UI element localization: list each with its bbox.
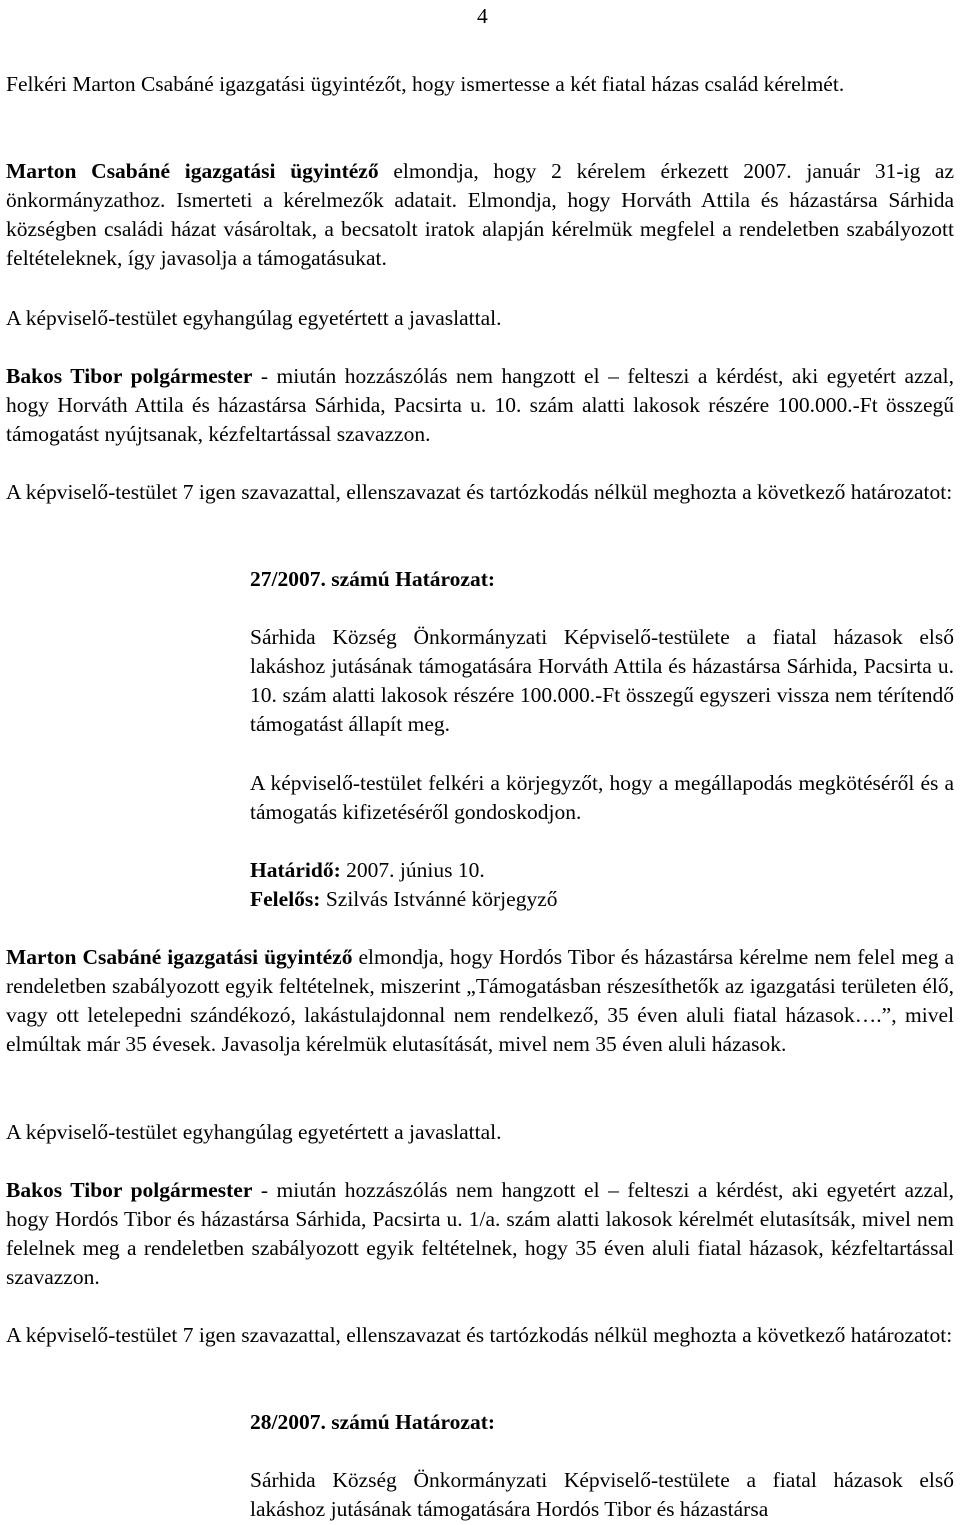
resolution-body-second: Sárhida Község Önkormányzati Képviselő-testülete a fiatal házasok első lakáshoz jutásának támogatására Hordós Tibor és házastársa — [250, 1468, 954, 1521]
resolution-body: Sárhida Község Önkormányzati Képviselő-testülete a fiatal házasok első lakáshoz jutásának támogatására Horváth Attila és házastársa Sárhida, Pacsirta u. 10. szám alatti lakosok részére 100.000.-Ft összegű egyszeri vissza nem térítendő támogatást állapít meg. — [250, 625, 954, 736]
resolution-instruction: A képviselő-testület felkéri a körjegyzőt, hogy a megállapodás megkötéséről és a támogatás kifizetéséről gondoskodjon. — [250, 771, 954, 824]
responsible-label: Felelős: — [250, 887, 321, 911]
paragraph-vote-result — [6, 478, 954, 507]
resolution-title: 27/2007. számú Határozat: — [250, 567, 496, 591]
paragraph-text: elmondja, hogy Hordós Tibor és házastársa kérelme nem felel meg a rendeletben szabályozott egyik feltételnek, miszerint „Támogatásban részesíthetők az igazgatási területen élő, vagy ott letelepedni szándékozó, lakástulajdonnal nem rendelkező, 35 éven aluli fiatal házasok….”, mivel elmúltak már 35 évesek. Javasolja kérelmük elutasítását, mivel nem 35 éven aluli házasok. — [6, 945, 954, 1056]
paragraph-intro — [6, 70, 954, 99]
paragraph-text: - miután hozzászólás nem hangzott el – felteszi a kérdést, aki egyetért azzal, hogy Hordós Tibor és házastársa Sárhida, Pacsirta u. 1/a. szám alatti lakosok kérelmét elutasítsák, mivel nem felelnek meg a rendeletben szabályozott egyik feltételnek, hogy 35 éven aluli fiatal házasok, kézfeltartással szavazzon. — [6, 1178, 954, 1289]
paragraph-mayor-question — [6, 362, 954, 449]
speaker-name: Marton Csabáné igazgatási ügyintéző — [6, 159, 379, 183]
paragraph-text: Felkéri Marton Csabáné igazgatási ügyintézőt, hogy ismertesse a két fiatal házas család kérelmét. — [6, 72, 845, 96]
paragraph-clerk-second-report — [6, 943, 954, 1059]
speaker-name: Marton Csabáné igazgatási ügyintéző — [6, 945, 353, 969]
paragraph-vote-result-second — [6, 1321, 954, 1350]
paragraph-text: A képviselő-testület 7 igen szavazattal, ellenszavazat és tartózkodás nélkül meghozta a következő határozatot: — [6, 1323, 953, 1347]
paragraph-mayor-second-question — [6, 1176, 954, 1292]
paragraph-text: A képviselő-testület egyhangúlag egyetértett a javaslattal. — [6, 1120, 502, 1144]
page-number: 4 — [477, 4, 488, 28]
speaker-name: Bakos Tibor polgármester — [6, 1178, 253, 1202]
speaker-name: Bakos Tibor polgármester — [6, 364, 253, 388]
paragraph-text: A képviselő-testület egyhangúlag egyetértett a javaslattal. — [6, 306, 502, 330]
paragraph-text: elmondja, hogy 2 kérelem érkezett 2007. január 31-ig az önkormányzathoz. Ismerteti a kérelmezők adatait. Elmondja, hogy Horváth Attila és házastársa Sárhida községben családi házat vásároltak, a becsatolt iratok alapján kérelmük megfelel a rendeletben szabályozott feltételeknek, így javasolja a támogatásukat. — [6, 159, 954, 270]
deadline-value: 2007. június 10. — [340, 858, 485, 882]
resolution-responsible — [250, 885, 954, 914]
responsible-value: Szilvás Istvánné körjegyző — [320, 887, 558, 911]
paragraph-text: - miután hozzászólás nem hangzott el – felteszi a kérdést, aki egyetért azzal, hogy Horváth Attila és házastársa Sárhida, Pacsirta u. 10. szám alatti lakosok részére 100.000.-Ft összegű támogatást nyújtsanak, kézfeltartással szavazzon. — [6, 364, 954, 446]
resolution-title-second: 28/2007. számú Határozat: — [250, 1410, 496, 1434]
deadline-label: Határidő: — [250, 858, 341, 882]
paragraph-clerk-report — [6, 157, 954, 273]
paragraph-text: A képviselő-testület 7 igen szavazattal, ellenszavazat és tartózkodás nélkül meghozta a következő határozatot: — [6, 480, 953, 504]
paragraph-agreement-second — [6, 1118, 954, 1147]
paragraph-agreement — [6, 304, 954, 333]
resolution-deadline — [250, 856, 954, 885]
